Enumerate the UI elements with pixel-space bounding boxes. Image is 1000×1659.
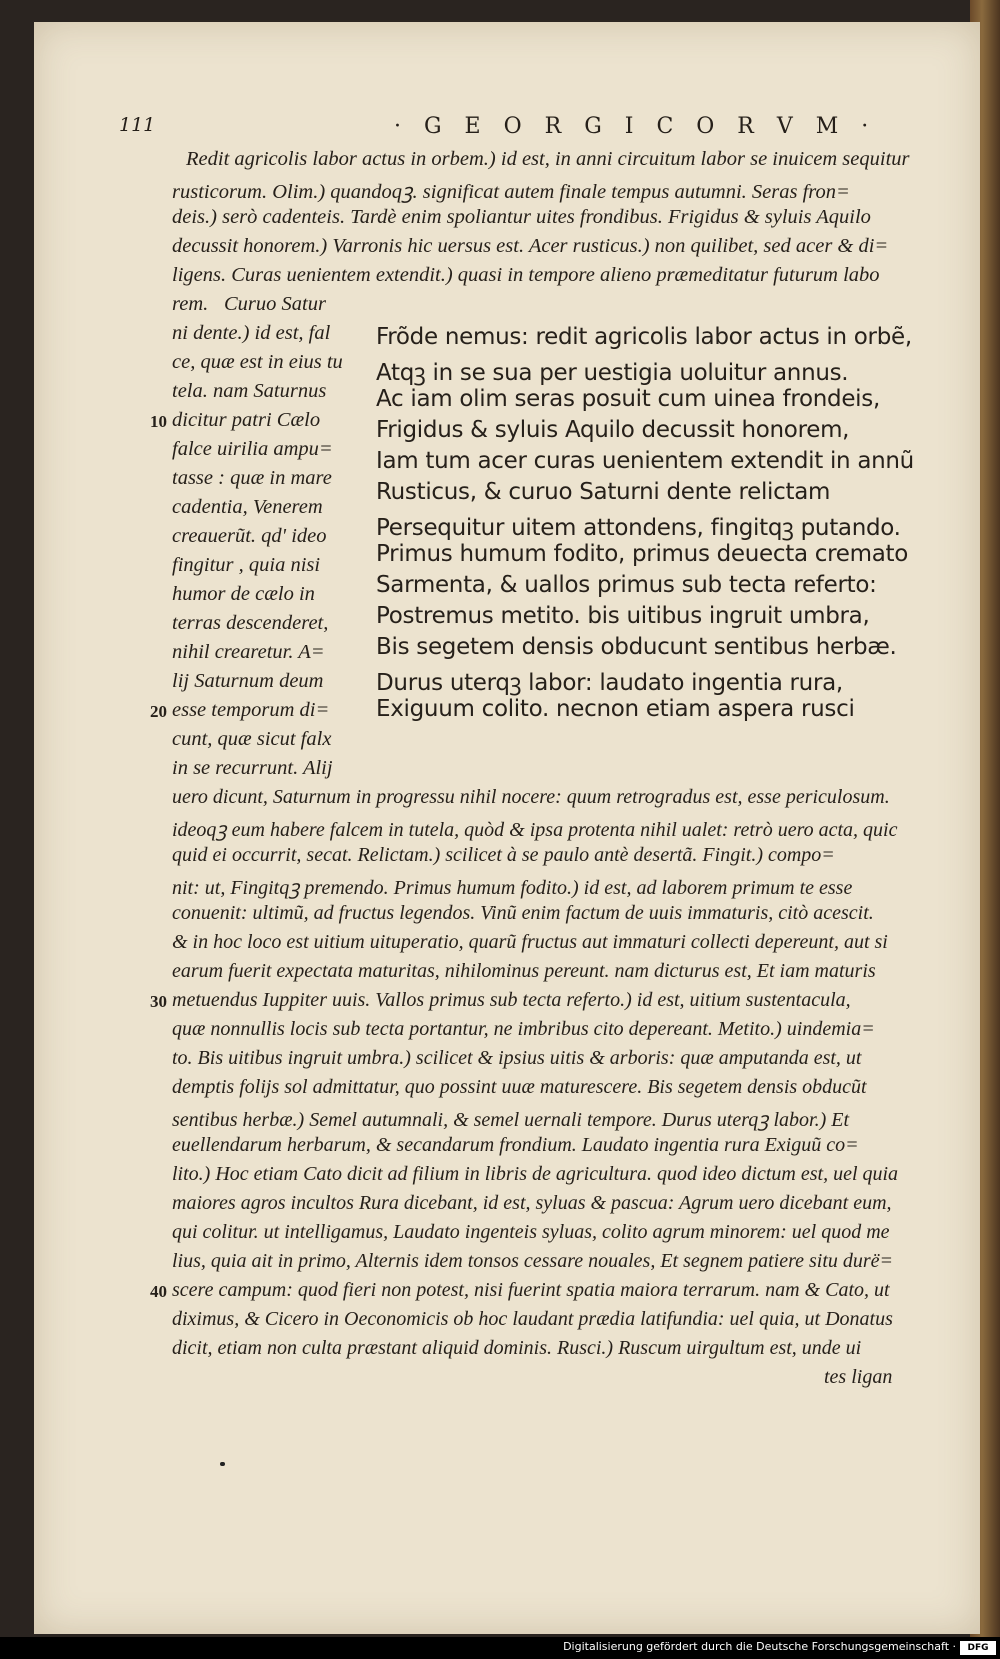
commentary-line: diximus, & Cicero in Oeconomicis ob hoc laudant prædia latifundia: uel quia, ut Donatus [172, 1308, 893, 1330]
sidebar-line: falce uirilia ampu= [172, 438, 333, 460]
sidebar-line: dicitur patri Cælo [172, 409, 321, 431]
verse-line: Postremus metito. bis uitibus ingruit umbra, [376, 603, 870, 629]
digitization-footer [0, 1637, 1000, 1659]
commentary-line: uero dicunt, Saturnum in progressu nihil nocere: quum retrogradus est, esse periculosum. [172, 786, 890, 808]
commentary-line: lius, quia ait in primo, Alternis idem tonsos cessare nouales, Et segnem patiere situ durë= [172, 1250, 894, 1272]
sidebar-line: terras descenderet, [172, 612, 329, 634]
commentary-line: ideoqꝫ eum habere falcem in tutela, quòd & ipsa protenta nihil ualet: retrò uero acta, quic [172, 819, 898, 841]
verse-line: Iam tum acer curas uenientem extendit in annũ [376, 448, 914, 474]
line-number: 20 [150, 702, 167, 721]
page-header [34, 114, 980, 144]
commentary-line: dicit, etiam non culta præstant aliquid dominis. Rusci.) Ruscum uirgultum est, unde ui [172, 1337, 862, 1359]
commentary-line: maiores agros incultos Rura dicebant, id est, syluas & pascua: Agrum uero dicebant eum, [172, 1192, 892, 1214]
sidebar-line: humor de cælo in [172, 583, 315, 605]
ink-spot [220, 1462, 225, 1466]
running-title: · G E O R G I C O R V M · [394, 114, 877, 139]
verse-line: Persequitur uitem attondens, fingitqꝫ putando. [376, 515, 901, 541]
verse-line: Durus uterqꝫ labor: laudato ingentia rura, [376, 670, 843, 696]
commentary-line: conuenit: ultimũ, ad fructus legendos. Vinũ enim factum de uuis immaturis, citò acescit. [172, 902, 874, 924]
sidebar-line: ni dente.) id est, fal [172, 322, 331, 344]
catchword: tes ligan [824, 1366, 893, 1388]
verse-line: Exiguum colito. necnon etiam aspera rusci [376, 696, 855, 722]
page-number: 111 [119, 114, 156, 136]
verse-line: Bis segetem densis obducunt sentibus herbæ. [376, 634, 897, 660]
line-number: 10 [150, 412, 167, 431]
commentary-line: qui colitur. ut intelligamus, Laudato ingenteis syluas, colito agrum minorem: uel quod me [172, 1221, 890, 1243]
sidebar-line: tasse : quæ in mare [172, 467, 332, 489]
commentary-line: quæ nonnullis locis sub tecta portantur, ne imbribus cito depereant. Metito.) uindemia= [172, 1018, 875, 1040]
sidebar-line: fingitur , quia nisi [172, 554, 321, 576]
commentary-line: decussit honorem.) Varronis hic uersus est. Acer rusticus.) non quilibet, sed acer & di= [172, 235, 889, 257]
dfg-logo: DFG [960, 1641, 996, 1655]
sidebar-line: Curuo Satur [224, 293, 326, 315]
funding-notice: Digitalisierung gefördert durch die Deutsche Forschungsgemeinschaft · [563, 1640, 956, 1653]
sidebar-line: tela. nam Saturnus [172, 380, 327, 402]
sidebar-line: in se recurrunt. Alij [172, 757, 333, 779]
sidebar-line: cunt, quæ sicut falx [172, 728, 332, 750]
sidebar-line: cadentia, Venerem [172, 496, 323, 518]
verse-line: Frõde nemus: redit agricolis labor actus in orbẽ, [376, 324, 912, 350]
line-number: 40 [150, 1282, 167, 1301]
sidebar-line: nihil crearetur. A= [172, 641, 325, 663]
verse-line: Rusticus, & curuo Saturni dente relictam [376, 479, 831, 505]
commentary-line: euellendarum herbarum, & secandarum frondium. Laudato ingentia rura Exiguũ co= [172, 1134, 859, 1156]
verse-line: Ac iam olim seras posuit cum uinea frondeis, [376, 386, 880, 412]
sidebar-line: creauerũt. qd' ideo [172, 525, 327, 547]
commentary-line: demptis folijs sol admittatur, quo possint uuæ maturescere. Bis segetem densis obducũt [172, 1076, 867, 1098]
commentary-line: sentibus herbæ.) Semel autumnali, & semel uernali tempore. Durus uterqꝫ labor.) Et [172, 1109, 850, 1131]
commentary-line: to. Bis uitibus ingruit umbra.) scilicet & ipsius uitis & arboris: quæ amputanda est, ut [172, 1047, 862, 1069]
commentary-line: ligens. Curas uenientem extendit.) quasi in tempore alieno præmeditatur futurum labo [172, 264, 880, 286]
commentary-line: & in hoc loco est uitium uituperatio, quarũ fructus aut immaturi collecti depereunt, aut si [172, 931, 888, 953]
verse-line: Primus humum fodito, primus deuecta cremato [376, 541, 909, 567]
line-number: 30 [150, 992, 167, 1011]
sidebar-line: esse temporum di= [172, 699, 330, 721]
sidebar-line: ce, quæ est in eius tu [172, 351, 343, 373]
commentary-line: earum fuerit expectata maturitas, nihilominus pereunt. nam dicturus est, Et iam maturis [172, 960, 876, 982]
commentary-line: rusticorum. Olim.) quandoqꝫ. significat autem finale tempus autumni. Seras fron= [172, 181, 850, 203]
book-page [34, 22, 980, 1634]
commentary-line: metuendus Iuppiter uuis. Vallos primus sub tecta referto.) id est, uitium sustentacula, [172, 989, 851, 1011]
sidebar-line: lij Saturnum deum [172, 670, 324, 692]
commentary-line: scere campum: quod fieri non potest, nisi fuerint spatia maiora terrarum. nam & Cato, ut [172, 1279, 890, 1301]
commentary-line: nit: ut, Fingitqꝫ premendo. Primus humum fodito.) id est, ad laborem primum te esse [172, 877, 853, 899]
commentary-line: Redit agricolis labor actus in orbem.) id est, in anni circuitum labor se inuicem sequitur [186, 148, 910, 170]
commentary-line: lito.) Hoc etiam Cato dicit ad filium in libris de agricultura. quod ideo dictum est, uel quia [172, 1163, 899, 1185]
commentary-line: quid ei occurrit, secat. Relictam.) scilicet à se paulo antè desertã. Fingit.) compo= [172, 844, 835, 866]
verse-line: Frigidus & syluis Aquilo decussit honorem, [376, 417, 850, 443]
commentary-line: deis.) serò cadenteis. Tardè enim spoliantur uites frondibus. Frigidus & syluis Aquilo [172, 206, 871, 228]
verse-line: Sarmenta, & uallos primus sub tecta referto: [376, 572, 877, 598]
verse-line: Atqꝫ in se sua per uestigia uoluitur annus. [376, 360, 849, 386]
commentary-line: rem. [172, 293, 209, 315]
